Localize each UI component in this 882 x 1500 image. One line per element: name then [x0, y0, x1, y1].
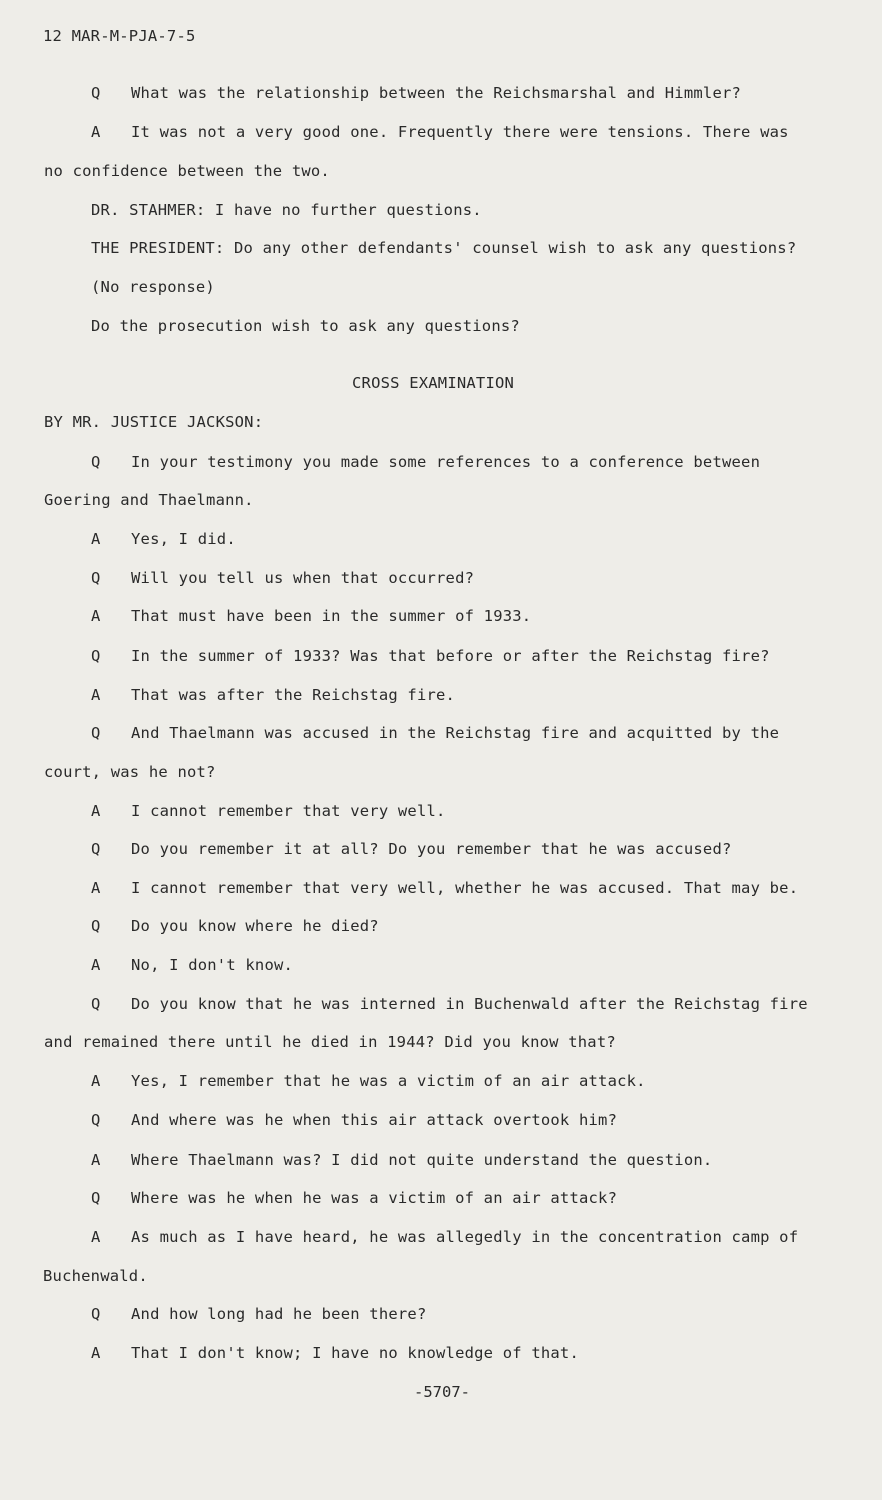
transcript-line: I cannot remember that very well, whether he was accused. That may be.	[131, 879, 799, 897]
section-heading: CROSS EXAMINATION	[352, 374, 515, 392]
transcript-line: DR. STAHMER: I have no further questions.	[91, 201, 482, 219]
transcript-line: Where was he when he was a victim of an air attack?	[131, 1189, 618, 1207]
transcript-line: court, was he not?	[44, 763, 216, 781]
transcript-line: no confidence between the two.	[44, 162, 330, 180]
speaker-label: A	[91, 1072, 101, 1090]
speaker-label: A	[91, 1344, 101, 1362]
transcript-line: In the summer of 1933? Was that before or after the Reichstag fire?	[131, 647, 770, 665]
speaker-label: A	[91, 123, 101, 141]
speaker-label: A	[91, 686, 101, 704]
speaker-label: Q	[91, 84, 101, 102]
speaker-label: A	[91, 956, 101, 974]
speaker-label: A	[91, 1228, 101, 1246]
transcript-line: (No response)	[91, 278, 215, 296]
transcript-line: What was the relationship between the Reichsmarshal and Himmler?	[131, 84, 742, 102]
speaker-label: A	[91, 879, 101, 897]
speaker-label: Q	[91, 1111, 101, 1129]
transcript-line: That I don't know; I have no knowledge of that.	[131, 1344, 579, 1362]
transcript-line: And Thaelmann was accused in the Reichstag fire and acquitted by the	[131, 724, 780, 742]
speaker-label: A	[91, 802, 101, 820]
transcript-line: And how long had he been there?	[131, 1305, 427, 1323]
speaker-label: Q	[91, 569, 101, 587]
speaker-label: Q	[91, 917, 101, 935]
transcript-line: Do you know where he died?	[131, 917, 379, 935]
transcript-line: As much as I have heard, he was allegedly in the concentration camp of	[131, 1228, 799, 1246]
transcript-line: Buchenwald.	[43, 1267, 148, 1285]
page-number: -5707-	[414, 1383, 470, 1401]
transcript-line: and remained there until he died in 1944? Did you know that?	[44, 1033, 616, 1051]
transcript-line: It was not a very good one. Frequently there were tensions. There was	[131, 123, 789, 141]
speaker-label: A	[91, 607, 101, 625]
transcript-line: Yes, I remember that he was a victim of an air attack.	[131, 1072, 646, 1090]
transcript-line: THE PRESIDENT: Do any other defendants' counsel wish to ask any questions?	[91, 239, 797, 257]
speaker-label: Q	[91, 1305, 101, 1323]
transcript-line: In your testimony you made some references to a conference between	[131, 453, 761, 471]
speaker-label: Q	[91, 995, 101, 1013]
transcript-line: And where was he when this air attack overtook him?	[131, 1111, 618, 1129]
speaker-label: A	[91, 530, 101, 548]
transcript-line: Do you remember it at all? Do you remember that he was accused?	[131, 840, 732, 858]
transcript-line: Will you tell us when that occurred?	[131, 569, 475, 587]
transcript-line: That was after the Reichstag fire.	[131, 686, 456, 704]
transcript-line: Do the prosecution wish to ask any questions?	[91, 317, 520, 335]
speaker-label: Q	[91, 453, 101, 471]
speaker-label: A	[91, 1151, 101, 1169]
speaker-label: Q	[91, 647, 101, 665]
transcript-line: Goering and Thaelmann.	[44, 491, 254, 509]
speaker-label: Q	[91, 1189, 101, 1207]
transcript-line: No, I don't know.	[131, 956, 294, 974]
transcript-line: I cannot remember that very well.	[131, 802, 446, 820]
transcript-line: Where Thaelmann was? I did not quite understand the question.	[131, 1151, 713, 1169]
examiner-heading: BY MR. JUSTICE JACKSON:	[44, 413, 264, 431]
transcript-line: Do you know that he was interned in Buchenwald after the Reichstag fire	[131, 995, 808, 1013]
speaker-label: Q	[91, 724, 101, 742]
document-reference: 12 MAR-M-PJA-7-5	[43, 27, 196, 45]
transcript-line: Yes, I did.	[131, 530, 236, 548]
transcript-line: That must have been in the summer of 1933.	[131, 607, 532, 625]
speaker-label: Q	[91, 840, 101, 858]
